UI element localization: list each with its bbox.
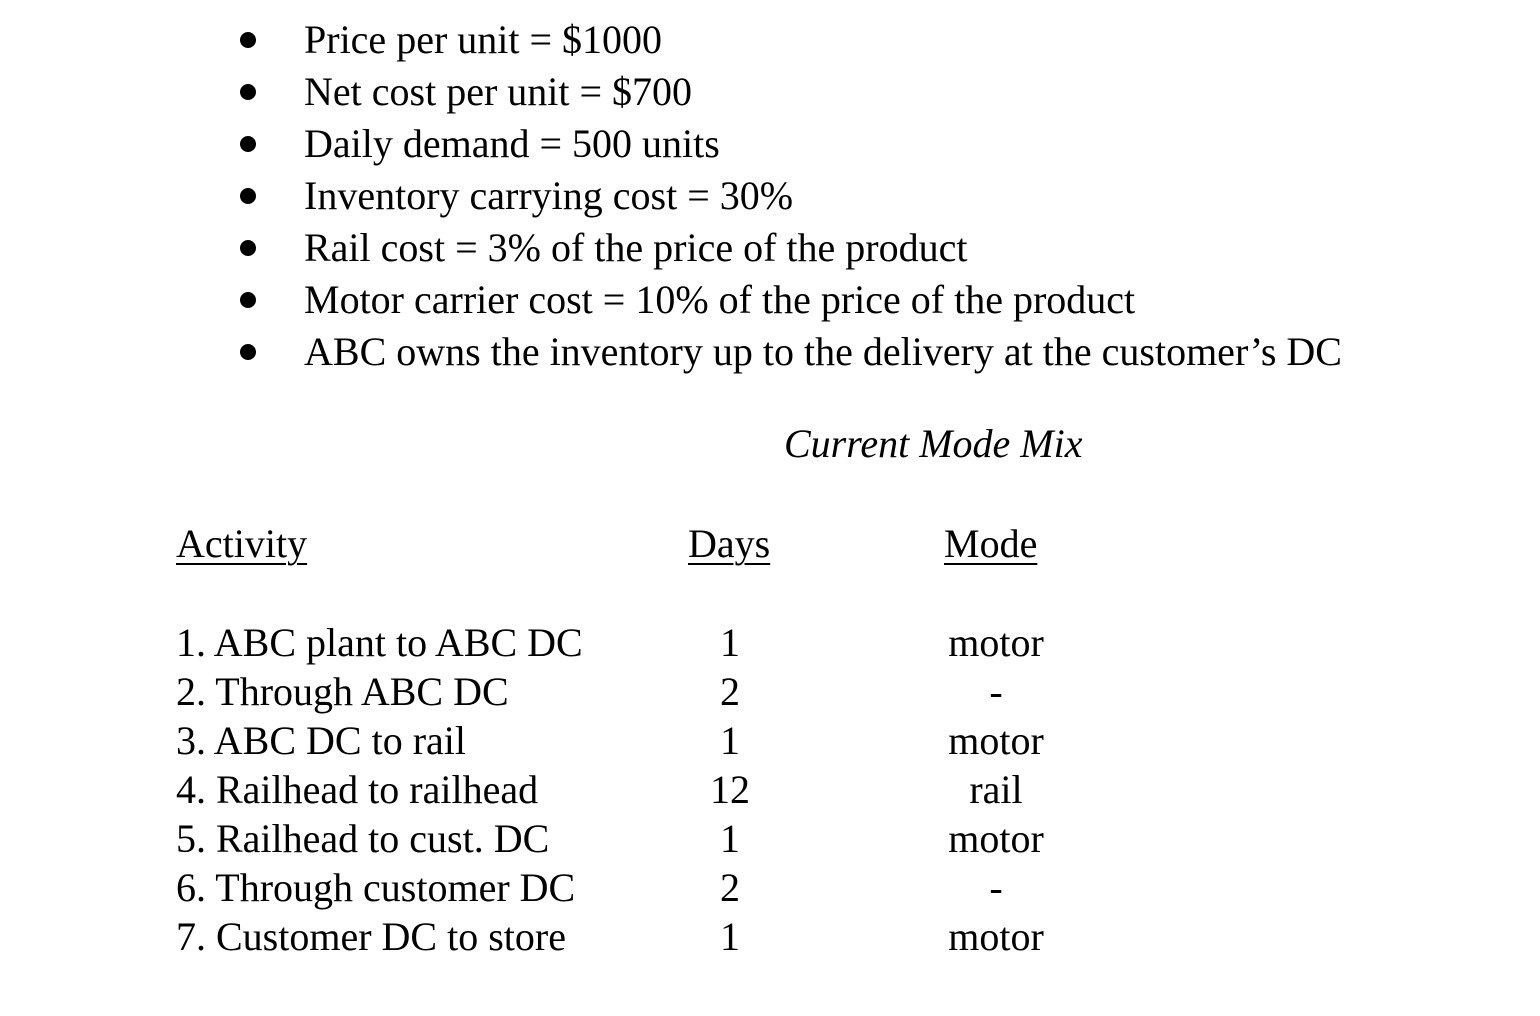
bullet-icon bbox=[240, 136, 256, 152]
activity-cell: 3. ABC DC to rail bbox=[176, 718, 467, 763]
days-cell: 1 bbox=[720, 718, 740, 763]
list-item bbox=[0, 118, 1540, 170]
list-item-text: Inventory carrying cost = 30% bbox=[304, 173, 794, 218]
column-header-mode: Mode bbox=[944, 521, 1038, 566]
table-row bbox=[0, 716, 1540, 765]
bullet-icon bbox=[240, 292, 256, 308]
assumption-list bbox=[0, 14, 1540, 378]
list-item bbox=[0, 170, 1540, 222]
list-item-text: Rail cost = 3% of the price of the product bbox=[304, 225, 968, 270]
activity-cell: 2. Through ABC DC bbox=[176, 669, 509, 714]
bullet-icon bbox=[240, 84, 256, 100]
mode-cell: - bbox=[989, 669, 1003, 714]
activity-cell: 5. Railhead to cust. DC bbox=[176, 816, 550, 861]
bullet-icon bbox=[240, 32, 256, 48]
days-cell: 1 bbox=[720, 816, 740, 861]
list-item-text: Daily demand = 500 units bbox=[304, 121, 720, 166]
list-item bbox=[0, 66, 1540, 118]
list-item bbox=[0, 14, 1540, 66]
table-row bbox=[0, 814, 1540, 863]
table-row bbox=[0, 912, 1540, 961]
days-cell: 2 bbox=[720, 865, 740, 910]
days-cell: 12 bbox=[710, 767, 750, 812]
table-row bbox=[0, 765, 1540, 814]
table-title: Current Mode Mix bbox=[784, 421, 1083, 466]
days-cell: 2 bbox=[720, 669, 740, 714]
mode-cell: motor bbox=[948, 620, 1044, 665]
mode-mix-table bbox=[0, 618, 1540, 961]
days-cell: 1 bbox=[720, 914, 740, 959]
activity-cell: 4. Railhead to railhead bbox=[176, 767, 539, 812]
list-item-text: ABC owns the inventory up to the delivery at the customer’s DC bbox=[304, 329, 1342, 374]
mode-cell: rail bbox=[969, 767, 1023, 812]
table-row bbox=[0, 618, 1540, 667]
list-item-text: Motor carrier cost = 10% of the price of the product bbox=[304, 277, 1136, 322]
list-item-text: Net cost per unit = $700 bbox=[304, 69, 693, 114]
days-cell: 1 bbox=[720, 620, 740, 665]
activity-cell: 7. Customer DC to store bbox=[176, 914, 566, 959]
bullet-icon bbox=[240, 344, 256, 360]
table-row bbox=[0, 667, 1540, 716]
mode-cell: - bbox=[989, 865, 1003, 910]
list-item bbox=[0, 274, 1540, 326]
mode-cell: motor bbox=[948, 914, 1044, 959]
list-item bbox=[0, 326, 1540, 378]
mode-cell: motor bbox=[948, 718, 1044, 763]
column-header-activity: Activity bbox=[176, 521, 308, 566]
bullet-icon bbox=[240, 188, 256, 204]
list-item-text: Price per unit = $1000 bbox=[304, 17, 663, 62]
activity-cell: 6. Through customer DC bbox=[176, 865, 576, 910]
mode-cell: motor bbox=[948, 816, 1044, 861]
table-row bbox=[0, 863, 1540, 912]
column-header-days: Days bbox=[688, 521, 771, 566]
bullet-icon bbox=[240, 240, 256, 256]
list-item bbox=[0, 222, 1540, 274]
activity-cell: 1. ABC plant to ABC DC bbox=[176, 620, 583, 665]
